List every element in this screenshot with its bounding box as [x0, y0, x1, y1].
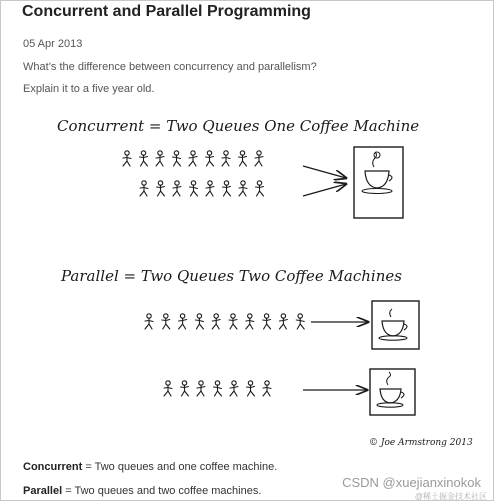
- person-icon: [181, 381, 189, 396]
- person-icon: [162, 314, 170, 329]
- person-icon: [179, 314, 187, 329]
- concurrency-illustration: [41, 109, 491, 454]
- csdn-watermark: CSDN @xuejianxinokok: [342, 475, 481, 490]
- concurrent-queue-1: [123, 151, 263, 166]
- person-icon: [157, 181, 165, 196]
- person-icon: [246, 314, 254, 329]
- concurrent-caption: [23, 461, 277, 473]
- person-icon: [140, 151, 148, 166]
- person-icon: [263, 314, 271, 329]
- concurrent-heading: Concurrent = Two Queues One Coffee Machine: [57, 117, 420, 135]
- person-icon: [256, 181, 264, 196]
- coffee-machine-icon: [354, 147, 403, 218]
- parallel-caption: [23, 485, 261, 497]
- person-icon: [189, 151, 197, 166]
- concurrent-arrow-1: [303, 166, 346, 178]
- parallel-queue-1: [145, 314, 304, 329]
- parallel-term: Parallel: [23, 485, 63, 497]
- person-icon: [263, 381, 271, 396]
- article-title: Concurrent and Parallel Programming: [22, 3, 311, 20]
- person-icon: [206, 181, 214, 196]
- person-icon: [247, 381, 255, 396]
- concurrent-queue-2: [140, 181, 264, 196]
- person-icon: [279, 314, 287, 329]
- person-icon: [296, 314, 304, 329]
- person-icon: [190, 181, 198, 196]
- person-icon: [195, 314, 203, 329]
- person-icon: [229, 314, 237, 329]
- person-icon: [145, 314, 153, 329]
- person-icon: [214, 381, 222, 396]
- person-icon: [206, 151, 214, 166]
- person-icon: [123, 151, 131, 166]
- coffee-machine-icon: [370, 369, 415, 415]
- person-icon: [239, 151, 247, 166]
- parallel-queue-2: [164, 381, 271, 396]
- person-icon: [255, 151, 263, 166]
- concurrent-definition: = Two queues and one coffee machine.: [82, 461, 278, 473]
- person-icon: [197, 381, 205, 396]
- person-icon: [164, 381, 172, 396]
- article-question: What’s the difference between concurrency and parallelism?: [23, 61, 317, 73]
- parallel-heading: Parallel = Two Queues Two Coffee Machines: [61, 267, 402, 285]
- person-icon: [173, 181, 181, 196]
- person-icon: [173, 151, 181, 166]
- person-icon: [212, 314, 220, 329]
- article-instruction: Explain it to a five year old.: [23, 83, 155, 95]
- person-icon: [223, 181, 231, 196]
- illustration-credit: © Joe Armstrong 2013: [369, 438, 473, 448]
- concurrent-term: Concurrent: [23, 461, 83, 473]
- person-icon: [140, 181, 148, 196]
- coffee-machine-icon: [372, 301, 419, 349]
- person-icon: [239, 181, 247, 196]
- person-icon: [156, 151, 164, 166]
- concurrent-arrow-2: [303, 184, 346, 196]
- article-date: 05 Apr 2013: [23, 38, 83, 50]
- person-icon: [222, 151, 230, 166]
- juejin-watermark: @稀土掘金技术社区: [414, 492, 487, 501]
- person-icon: [230, 381, 238, 396]
- parallel-definition: = Two queues and two coffee machines.: [62, 485, 262, 497]
